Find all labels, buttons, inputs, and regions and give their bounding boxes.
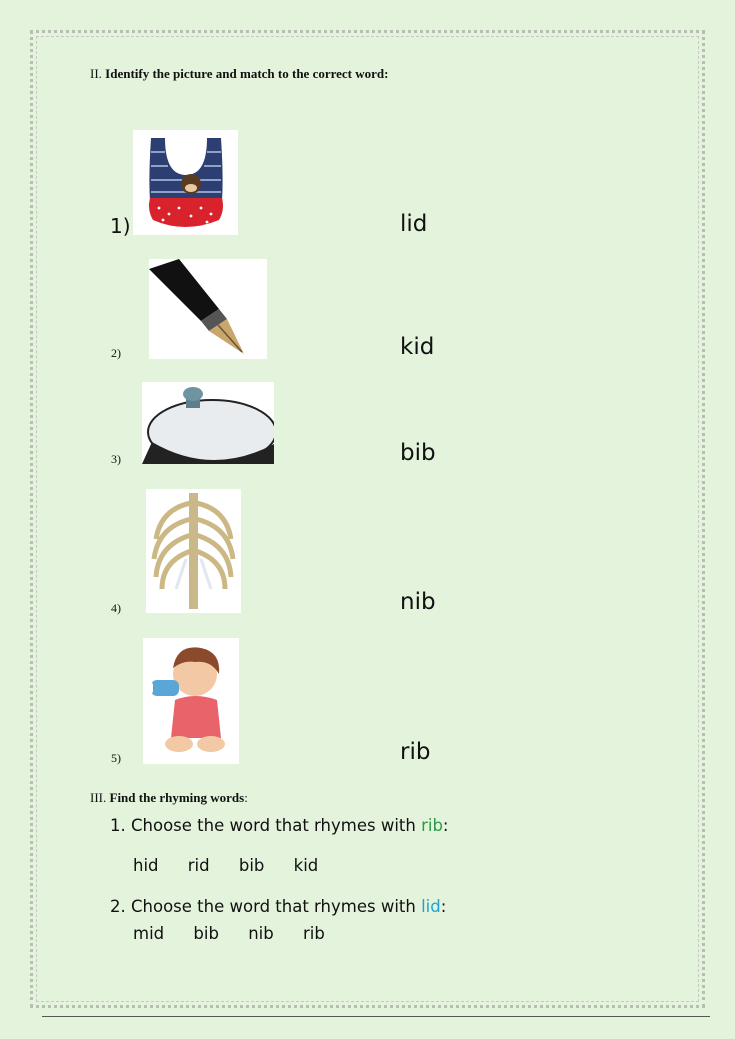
question-2-text: Choose the word that rhymes with xyxy=(131,897,422,916)
question-1 xyxy=(110,816,448,835)
section-2-heading xyxy=(90,66,388,82)
footer-rule xyxy=(42,1016,710,1017)
option-bib[interactable]: bib xyxy=(238,856,265,875)
option-hid[interactable]: hid xyxy=(133,856,159,875)
section-3-heading xyxy=(90,790,248,806)
word-2[interactable]: kid xyxy=(400,334,435,360)
option-rid[interactable]: rid xyxy=(187,856,210,875)
word-1[interactable]: lid xyxy=(400,211,428,237)
option-mid[interactable]: mid xyxy=(133,924,165,943)
question-1-options xyxy=(133,856,332,875)
lid-icon xyxy=(142,382,274,464)
option-bib[interactable]: bib xyxy=(193,924,219,943)
section-3-title: Find the rhyming words xyxy=(109,790,245,805)
word-4[interactable]: nib xyxy=(400,589,436,615)
item-4-number: 4) xyxy=(111,601,121,615)
section-2-title: Identify the picture and match to the correct word: xyxy=(105,66,389,81)
question-1-target-word: rib xyxy=(421,816,443,835)
question-2 xyxy=(110,897,446,916)
section-3-colon: : xyxy=(244,790,248,805)
option-kid[interactable]: kid xyxy=(293,856,319,875)
question-2-options xyxy=(133,924,339,943)
nib-icon xyxy=(149,259,267,359)
rib-icon xyxy=(146,489,241,613)
word-5[interactable]: rib xyxy=(400,739,431,765)
kid-icon xyxy=(143,638,239,764)
section-3-number: III. xyxy=(90,790,107,805)
item-5-number: 5) xyxy=(111,751,121,765)
bib-icon xyxy=(133,130,238,235)
item-1-number: 1) xyxy=(110,214,131,238)
question-1-text: Choose the word that rhymes with xyxy=(131,816,422,835)
question-2-target-word: lid xyxy=(421,897,441,916)
question-2-number: 2. xyxy=(110,897,126,916)
option-nib[interactable]: nib xyxy=(248,924,274,943)
section-2-number: II. xyxy=(90,66,102,81)
question-1-number: 1. xyxy=(110,816,126,835)
item-2-number: 2) xyxy=(111,346,121,360)
question-1-colon: : xyxy=(442,816,449,835)
question-2-colon: : xyxy=(440,897,447,916)
word-3[interactable]: bib xyxy=(400,440,436,466)
option-rib[interactable]: rib xyxy=(302,924,325,943)
item-3-number: 3) xyxy=(111,452,121,466)
